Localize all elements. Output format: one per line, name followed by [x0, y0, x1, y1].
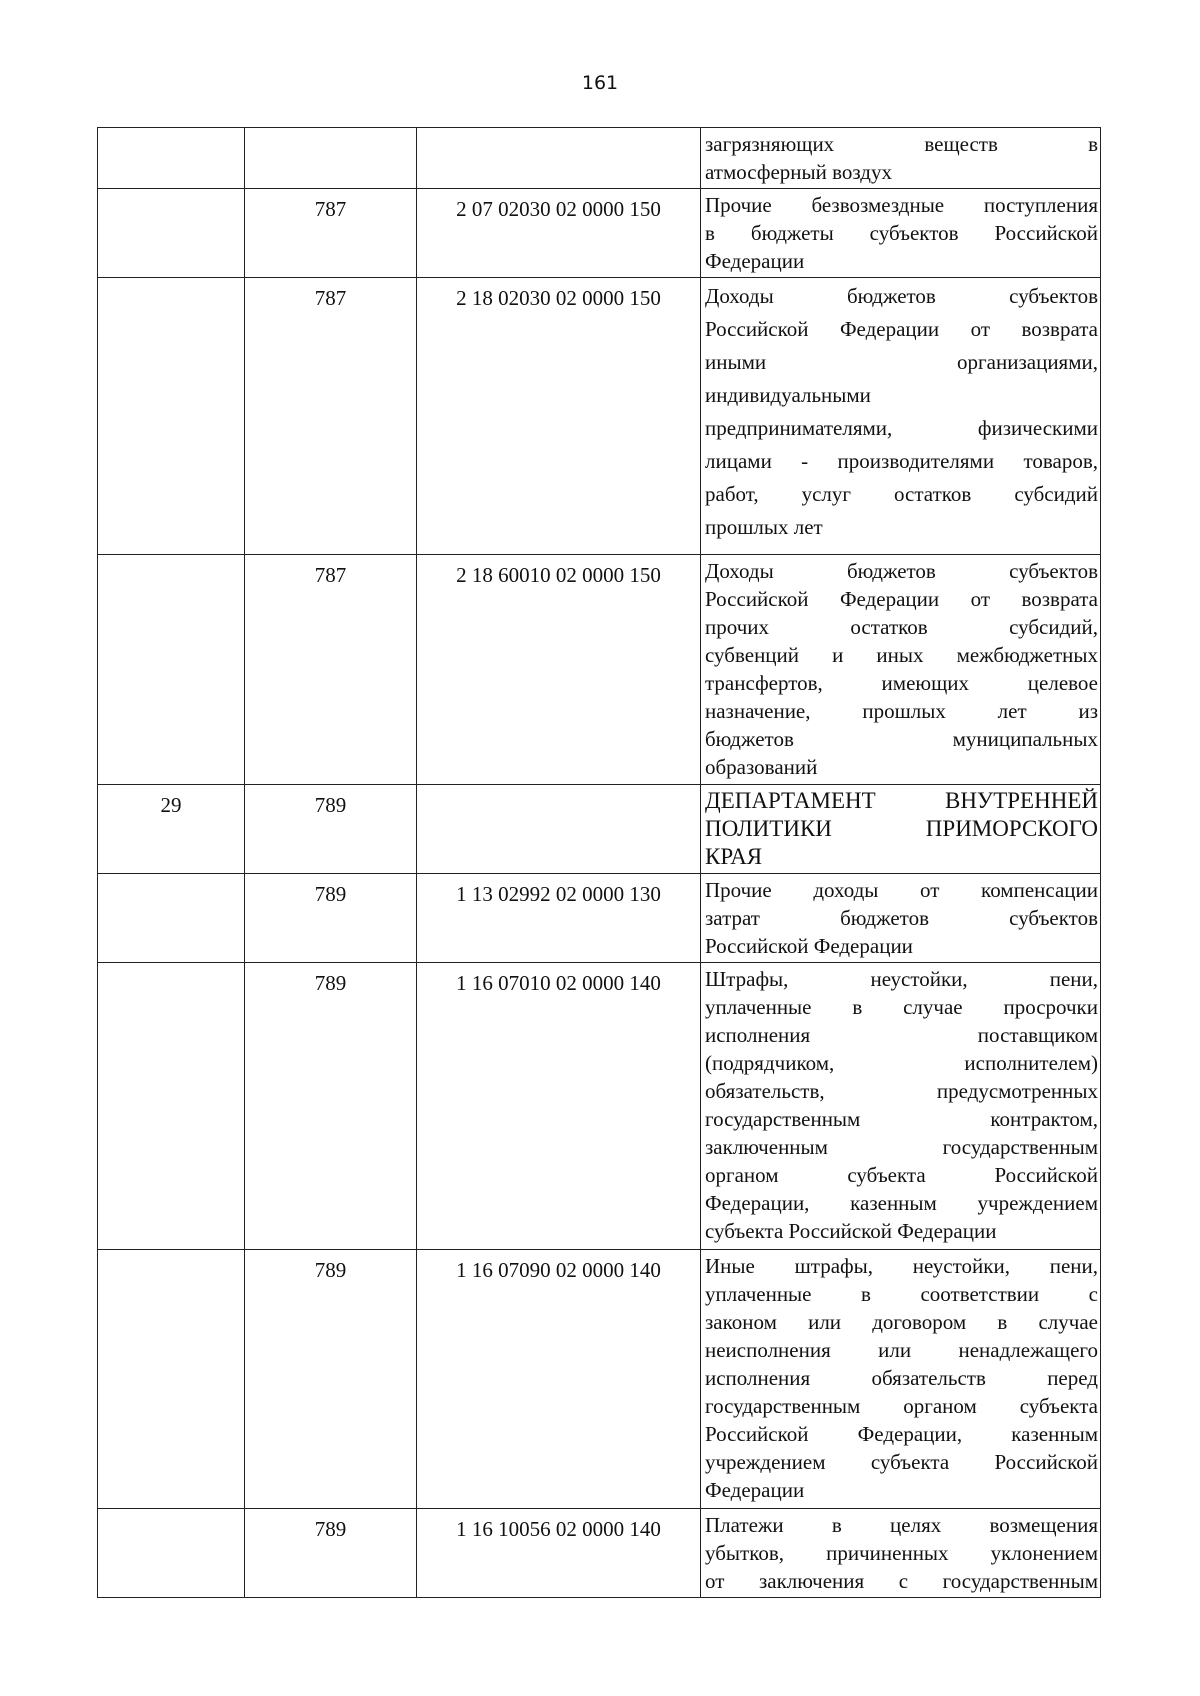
description-line: государственным органом субъекта: [705, 1394, 1098, 1418]
description-line: Доходы бюджетов субъектов: [705, 559, 1098, 583]
budget-code-cell: 2 18 02030 02 0000 150: [417, 278, 701, 555]
description-line: загрязняющих веществ в: [705, 132, 1098, 156]
admin-code-cell: 789: [245, 874, 417, 963]
admin-code-cell: 787: [245, 555, 417, 785]
description-cell: [701, 189, 1101, 278]
description-line: прочих остатков субсидий,: [705, 615, 1098, 639]
description-cell: [701, 1509, 1101, 1598]
description-line: образований: [705, 755, 818, 779]
admin-code-cell: 789: [245, 1250, 417, 1509]
table-row: [98, 278, 1101, 555]
table-row: [98, 1509, 1101, 1598]
description-line: неисполнения или ненадлежащего: [705, 1338, 1098, 1362]
budget-code-cell: 1 16 10056 02 0000 140: [417, 1509, 701, 1598]
description-line: работ, услуг остатков субсидий: [705, 482, 1098, 506]
budget-code-cell: 1 16 07010 02 0000 140: [417, 963, 701, 1250]
description-line: Иные штрафы, неустойки, пени,: [705, 1254, 1098, 1278]
budget-code-cell: [417, 785, 701, 874]
description-line: Российской Федерации от возврата: [705, 587, 1098, 611]
description-line: уплаченные в случае просрочки: [705, 995, 1098, 1019]
description-line: предпринимателями, физическими: [705, 416, 1098, 440]
description-line: исполнения обязательств перед: [705, 1366, 1098, 1390]
row-number-cell: [98, 1250, 245, 1509]
description-line: субвенций и иных межбюджетных: [705, 643, 1098, 667]
description-line: обязательств, предусмотренных: [705, 1079, 1098, 1103]
description-line: уплаченные в соответствии с: [705, 1282, 1098, 1306]
description-line: КРАЯ: [705, 844, 763, 869]
row-number-cell: [98, 555, 245, 785]
table-row: [98, 785, 1101, 874]
description-cell: [701, 963, 1101, 1250]
description-line: ПОЛИТИКИ ПРИМОРСКОГО: [705, 816, 1098, 841]
description-line: органом субъекта Российской: [705, 1163, 1098, 1187]
table-row: [98, 189, 1101, 278]
budget-code-cell: 1 13 02992 02 0000 130: [417, 874, 701, 963]
admin-code-cell: 789: [245, 1509, 417, 1598]
row-number-cell: [98, 189, 245, 278]
description-line: Российской Федерации, казенным: [705, 1422, 1098, 1446]
budget-code-cell: 2 18 60010 02 0000 150: [417, 555, 701, 785]
description-line: Доходы бюджетов субъектов: [705, 284, 1098, 308]
budget-classification-table: [97, 127, 1101, 1598]
description-line: прошлых лет: [705, 515, 823, 539]
table-row: [98, 1250, 1101, 1509]
description-line: Федерации, казенным учреждением: [705, 1191, 1098, 1215]
description-line: учреждением субъекта Российской: [705, 1450, 1098, 1474]
admin-code-cell: 787: [245, 189, 417, 278]
budget-code-cell: [417, 128, 701, 189]
description-line: Прочие безвозмездные поступления: [705, 193, 1098, 217]
description-line: (подрядчиком, исполнителем): [705, 1051, 1098, 1075]
table-row: [98, 874, 1101, 963]
description-line: индивидуальными: [705, 383, 871, 407]
description-line: Платежи в целях возмещения: [705, 1513, 1098, 1537]
admin-code-cell: 789: [245, 785, 417, 874]
table-row: [98, 555, 1101, 785]
description-line: Российской Федерации от возврата: [705, 317, 1098, 341]
admin-code-cell: 789: [245, 963, 417, 1250]
admin-code-cell: 787: [245, 278, 417, 555]
description-cell: [701, 874, 1101, 963]
description-line: законом или договором в случае: [705, 1310, 1098, 1334]
description-line: атмосферный воздух: [705, 160, 892, 184]
description-line: исполнения поставщиком: [705, 1023, 1098, 1047]
description-line: лицами - производителями товаров,: [705, 449, 1098, 473]
description-line: заключенным государственным: [705, 1135, 1098, 1159]
description-line: иными организациями,: [705, 350, 1098, 374]
description-line: ДЕПАРТАМЕНТ ВНУТРЕННЕЙ: [705, 788, 1098, 813]
row-number-cell: [98, 874, 245, 963]
row-number-cell: [98, 128, 245, 189]
description-line: государственным контрактом,: [705, 1107, 1098, 1131]
description-cell: [701, 128, 1101, 189]
description-line: Федерации: [705, 1478, 805, 1502]
table-row: [98, 963, 1101, 1250]
description-cell: [701, 1250, 1101, 1509]
description-line: трансфертов, имеющих целевое: [705, 671, 1098, 695]
budget-code-cell: 2 07 02030 02 0000 150: [417, 189, 701, 278]
description-line: бюджетов муниципальных: [705, 727, 1098, 751]
table-row: [98, 128, 1101, 189]
description-line: затрат бюджетов субъектов: [705, 906, 1098, 930]
row-number-cell: [98, 278, 245, 555]
page-number: 161: [581, 72, 619, 94]
description-line: от заключения с государственным: [705, 1569, 1098, 1593]
description-line: Прочие доходы от компенсации: [705, 878, 1098, 902]
description-line: субъекта Российской Федерации: [705, 1219, 997, 1243]
row-number-cell: 29: [98, 785, 245, 874]
admin-code-cell: [245, 128, 417, 189]
description-cell: [701, 278, 1101, 555]
description-cell: [701, 785, 1101, 874]
description-cell: [701, 555, 1101, 785]
description-line: в бюджеты субъектов Российской: [705, 221, 1098, 245]
description-line: Федерации: [705, 249, 805, 273]
row-number-cell: [98, 1509, 245, 1598]
description-line: назначение, прошлых лет из: [705, 699, 1098, 723]
description-line: Штрафы, неустойки, пени,: [705, 967, 1098, 991]
row-number-cell: [98, 963, 245, 1250]
budget-code-cell: 1 16 07090 02 0000 140: [417, 1250, 701, 1509]
description-line: убытков, причиненных уклонением: [705, 1541, 1098, 1565]
description-line: Российской Федерации: [705, 934, 913, 958]
